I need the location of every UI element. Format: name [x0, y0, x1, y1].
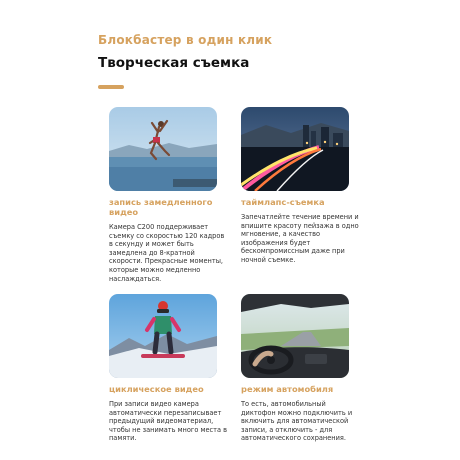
feature-title: циклическое видео	[109, 384, 204, 394]
header-tagline: Блокбастер в один клик	[98, 33, 273, 47]
feature-title: режим автомобиля	[241, 384, 334, 394]
feature-card-car-mode	[241, 294, 361, 443]
feature-description: Запечатлейте течение времени и впишите красоту пейзажа в одно мгновение, а качество изображения будет бескомпромиссным даже при ночной съемке.	[241, 213, 359, 264]
timelapse-photo	[241, 107, 349, 191]
loop-video-photo	[109, 294, 217, 378]
title-accent-bar	[98, 85, 124, 89]
feature-title: запись замедленного видео	[109, 197, 213, 217]
feature-card-slow-motion	[109, 107, 229, 283]
car-mode-photo	[241, 294, 349, 378]
feature-description: При записи видео камера автоматически перезаписывает предыдущий видеоматериал, чтобы не занимать много места в памяти.	[109, 400, 228, 443]
feature-title: таймлапс-съемка	[241, 197, 325, 207]
feature-card-timelapse	[241, 107, 361, 265]
page-title: Творческая съемка	[98, 55, 250, 71]
slow-motion-photo	[109, 107, 217, 191]
feature-card-loop-video	[109, 294, 229, 443]
feature-description: Камера C200 поддерживает съемку со скоростью 120 кадров в секунду и может быть замедлена до 8-кратной скорости. Прекрасные моменты, которые можно медленно наслаждаться.	[109, 223, 225, 283]
feature-description: То есть, автомобильный диктофон можно подключить и включить для автоматической записи, а отключить - для автоматического сохранения.	[241, 400, 353, 443]
